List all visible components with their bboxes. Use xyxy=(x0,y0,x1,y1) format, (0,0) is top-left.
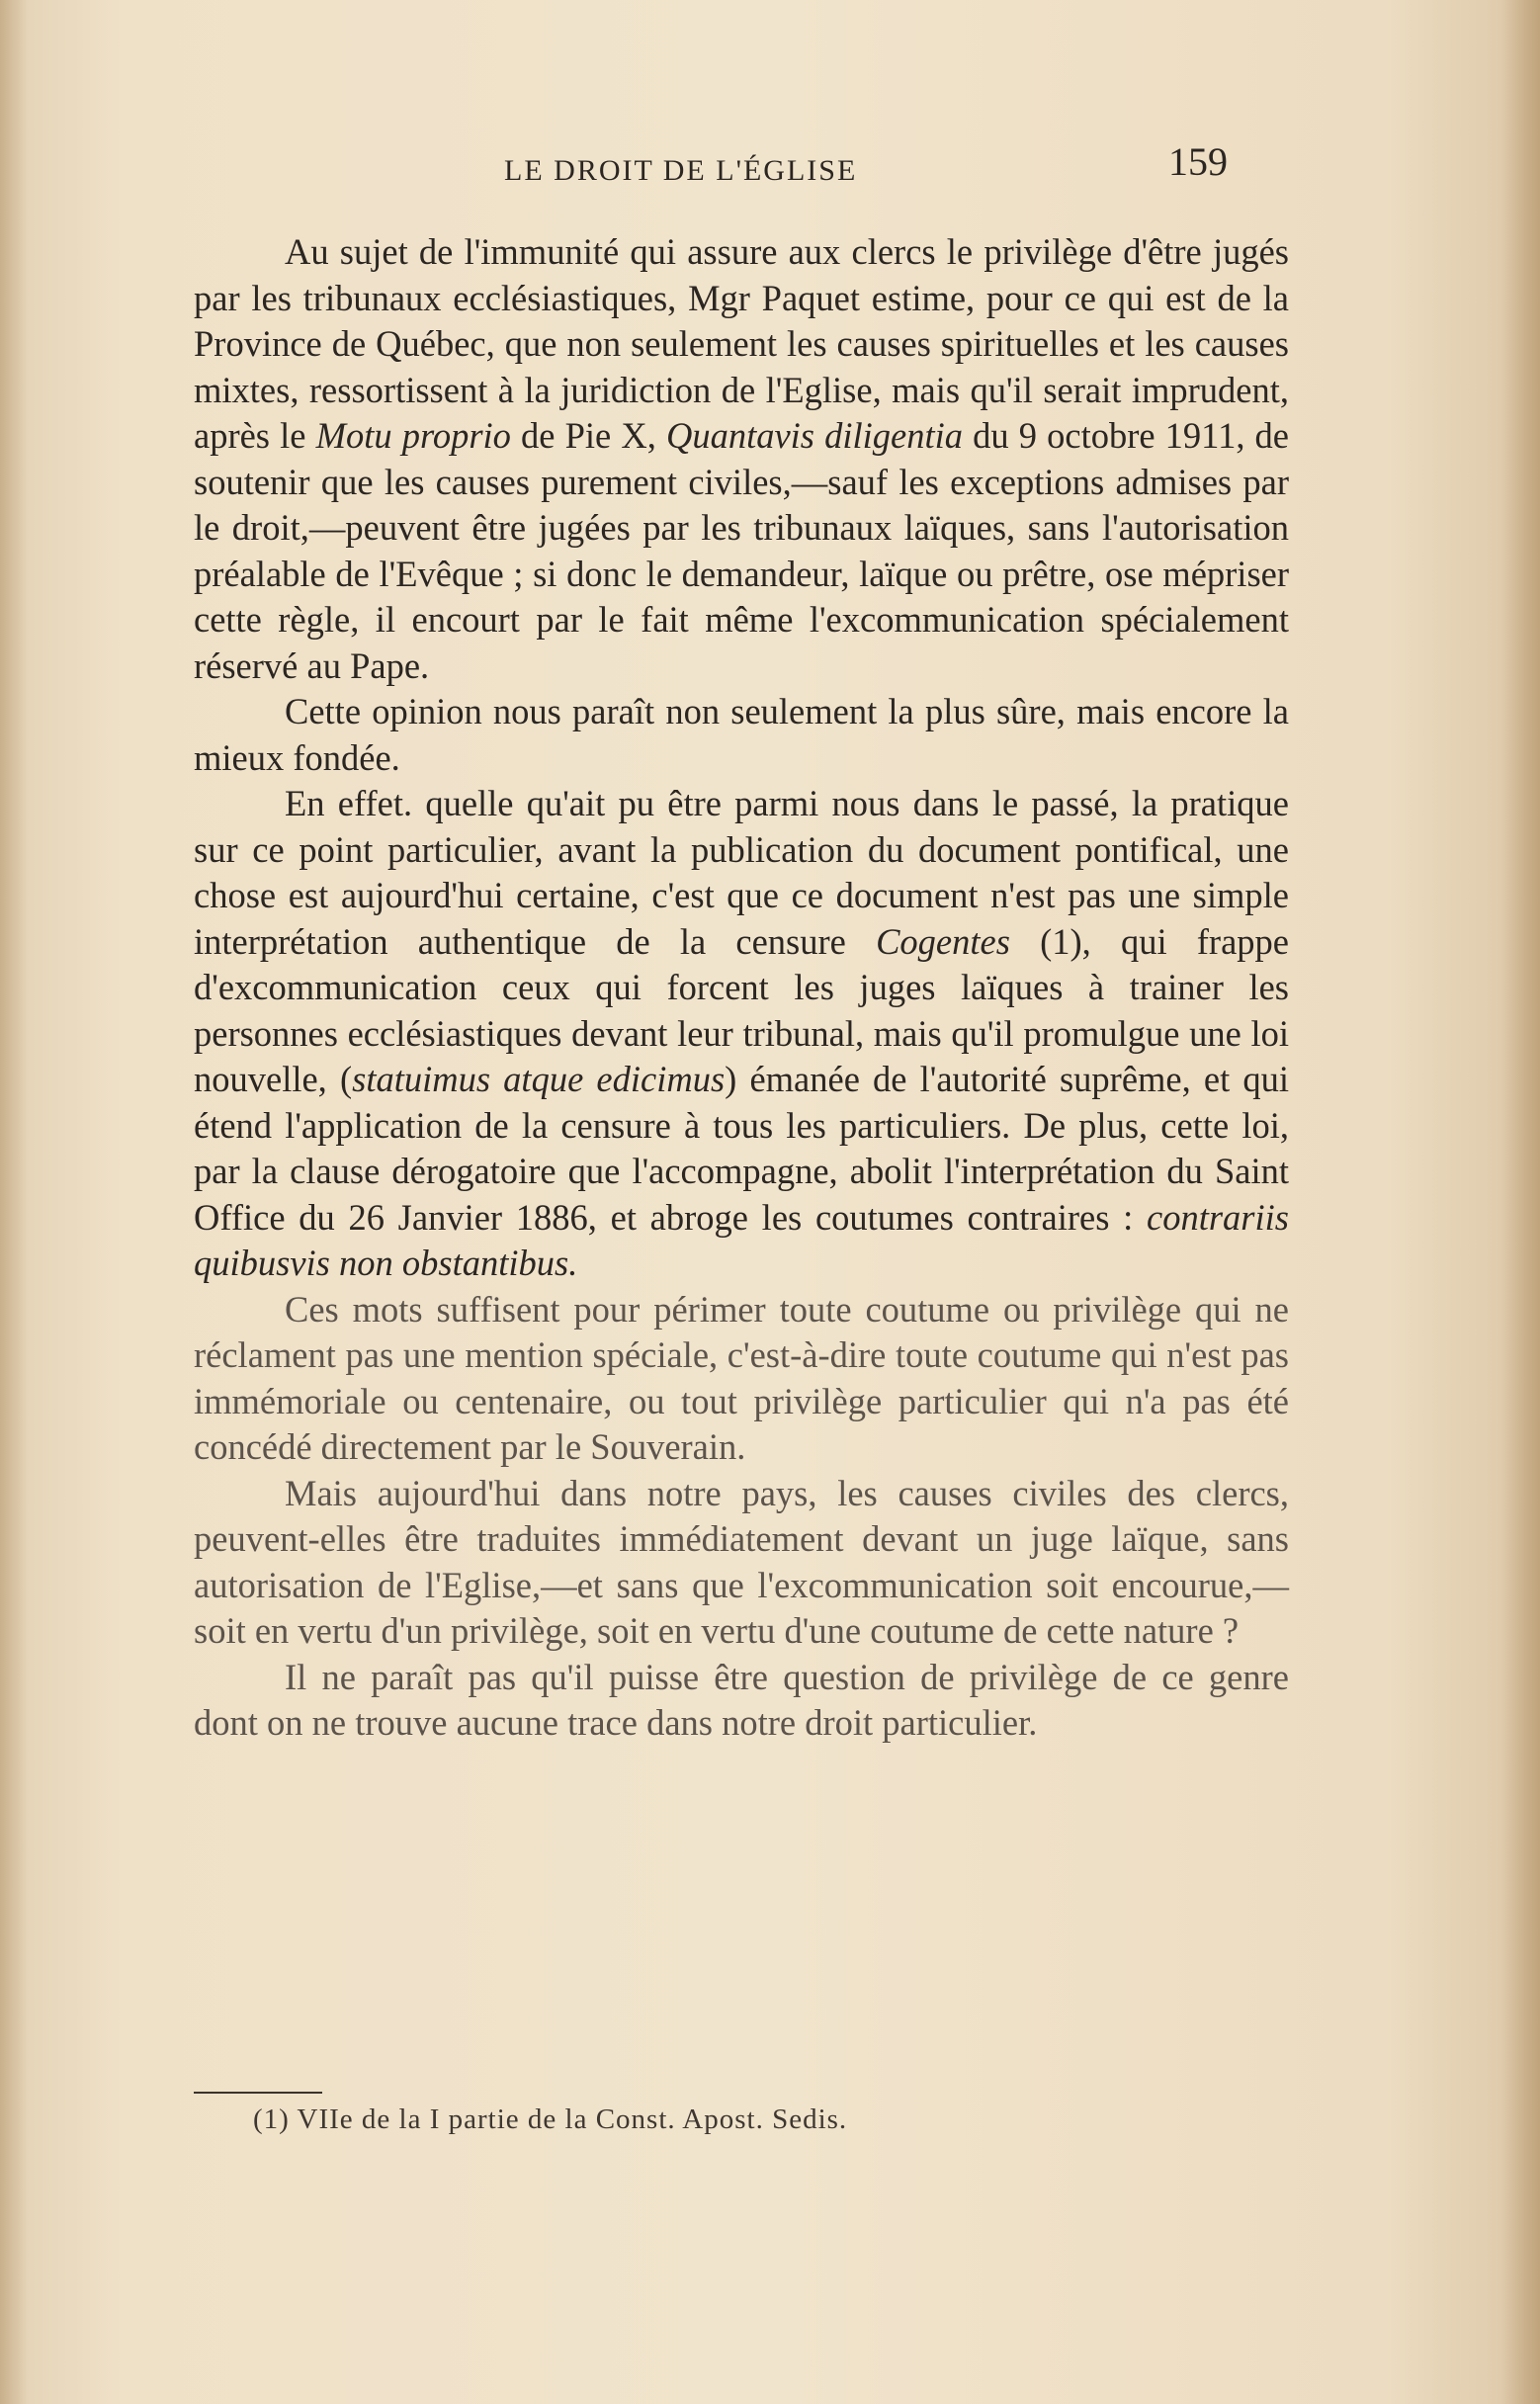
page-right-shadow xyxy=(1500,0,1540,2404)
paragraph-2: Cette opinion nous paraît non seulement la plus sûre, mais encore la mieux fondée. xyxy=(194,691,1289,778)
footnote: (1) VIIe de la I partie de la Const. Apost. Sedis. xyxy=(253,2104,848,2135)
text-run: ) émanée de l'autorité suprême, et qui étend l'application de la censure à tous les particuliers. De plus, cette loi, par la clause dérogatoire que l'accompagne, abolit l'interprétation du Saint Office du 26 Janvier 1886, et abroge les coutumes contraires : xyxy=(194,1059,1289,1238)
paragraph-3 xyxy=(194,781,1289,1287)
paragraph-1 xyxy=(194,229,1289,689)
paragraph-5: Mais aujourd'hui dans notre pays, les causes civiles des clercs, peuvent-elles être traduites immédiatement devant un juge laïque, sans autorisation de l'Eglise,—et sans que l'excommunication soit encourue,—soit en vertu d'un privilège, soit en vertu d'une coutume de cette nature ? xyxy=(194,1472,1289,1651)
italic-run: Cogentes xyxy=(876,920,1010,962)
running-title: LE DROIT DE L'ÉGLISE xyxy=(504,154,858,187)
italic-run: contrariis quibusvis non obstantibus. xyxy=(194,1196,1289,1283)
page-left-shadow xyxy=(0,0,28,2404)
text-run: (1), qui frappe d'excommunication ceux qui forcent les juges laïques à trainer les personnes ecclésiastiques devant leur tribunal, mais qu'il promulgue une loi nouvelle, ( xyxy=(194,920,1289,1099)
italic-run: Motu proprio xyxy=(315,415,511,456)
running-header xyxy=(198,138,1285,198)
text-run: du 9 octobre 1911, de soutenir que les causes purement civiles,—sauf les exceptions admises par le droit,—peuvent être jugées par les tribunaux laïques, sans l'autorisation préalable de l'Evêque ; si donc le demandeur, laïque ou prêtre, ose mépriser cette règle, il encourt par le fait même l'excommunication spécialement réservé au Pape. xyxy=(194,415,1290,686)
text-run: En effet. quelle qu'ait pu être parmi nous dans le passé, la pratique sur ce point particulier, avant la publication du document pontifical, une chose est aujourd'hui certaine, c'est que ce document n'est pas une simple interprétation authentique de la censure xyxy=(194,783,1289,962)
text-run: Au sujet de l'immunité qui assure aux clercs le privilège d'être jugés par les tribunaux ecclésiastiques, Mgr Paquet estime, pour ce qui est de la Province de Québec, que non seulement les causes spirituelles et les causes mixtes, ressortissent à la juridiction de l'Eglise, mais qu'il serait imprudent, après le xyxy=(194,231,1289,456)
italic-run: statuimus atque edicimus xyxy=(352,1059,726,1099)
italic-run: Quantavis diligentia xyxy=(665,415,964,456)
page-number: 159 xyxy=(1168,139,1228,184)
body-text xyxy=(194,229,1289,1747)
footnote-rule xyxy=(194,2092,322,2094)
text-run: de Pie X, xyxy=(510,415,666,456)
paragraph-4: Ces mots suffisent pour périmer toute coutume ou privilège qui ne réclament pas une mention spéciale, c'est-à-dire toute coutume qui n'est pas immémoriale ou centenaire, ou tout privilège particulier qui n'a pas été concédé directement par le Souverain. xyxy=(194,1288,1289,1467)
paragraph-6: Il ne paraît pas qu'il puisse être question de privilège de ce genre dont on ne trouve aucune trace dans notre droit particulier. xyxy=(194,1656,1289,1743)
